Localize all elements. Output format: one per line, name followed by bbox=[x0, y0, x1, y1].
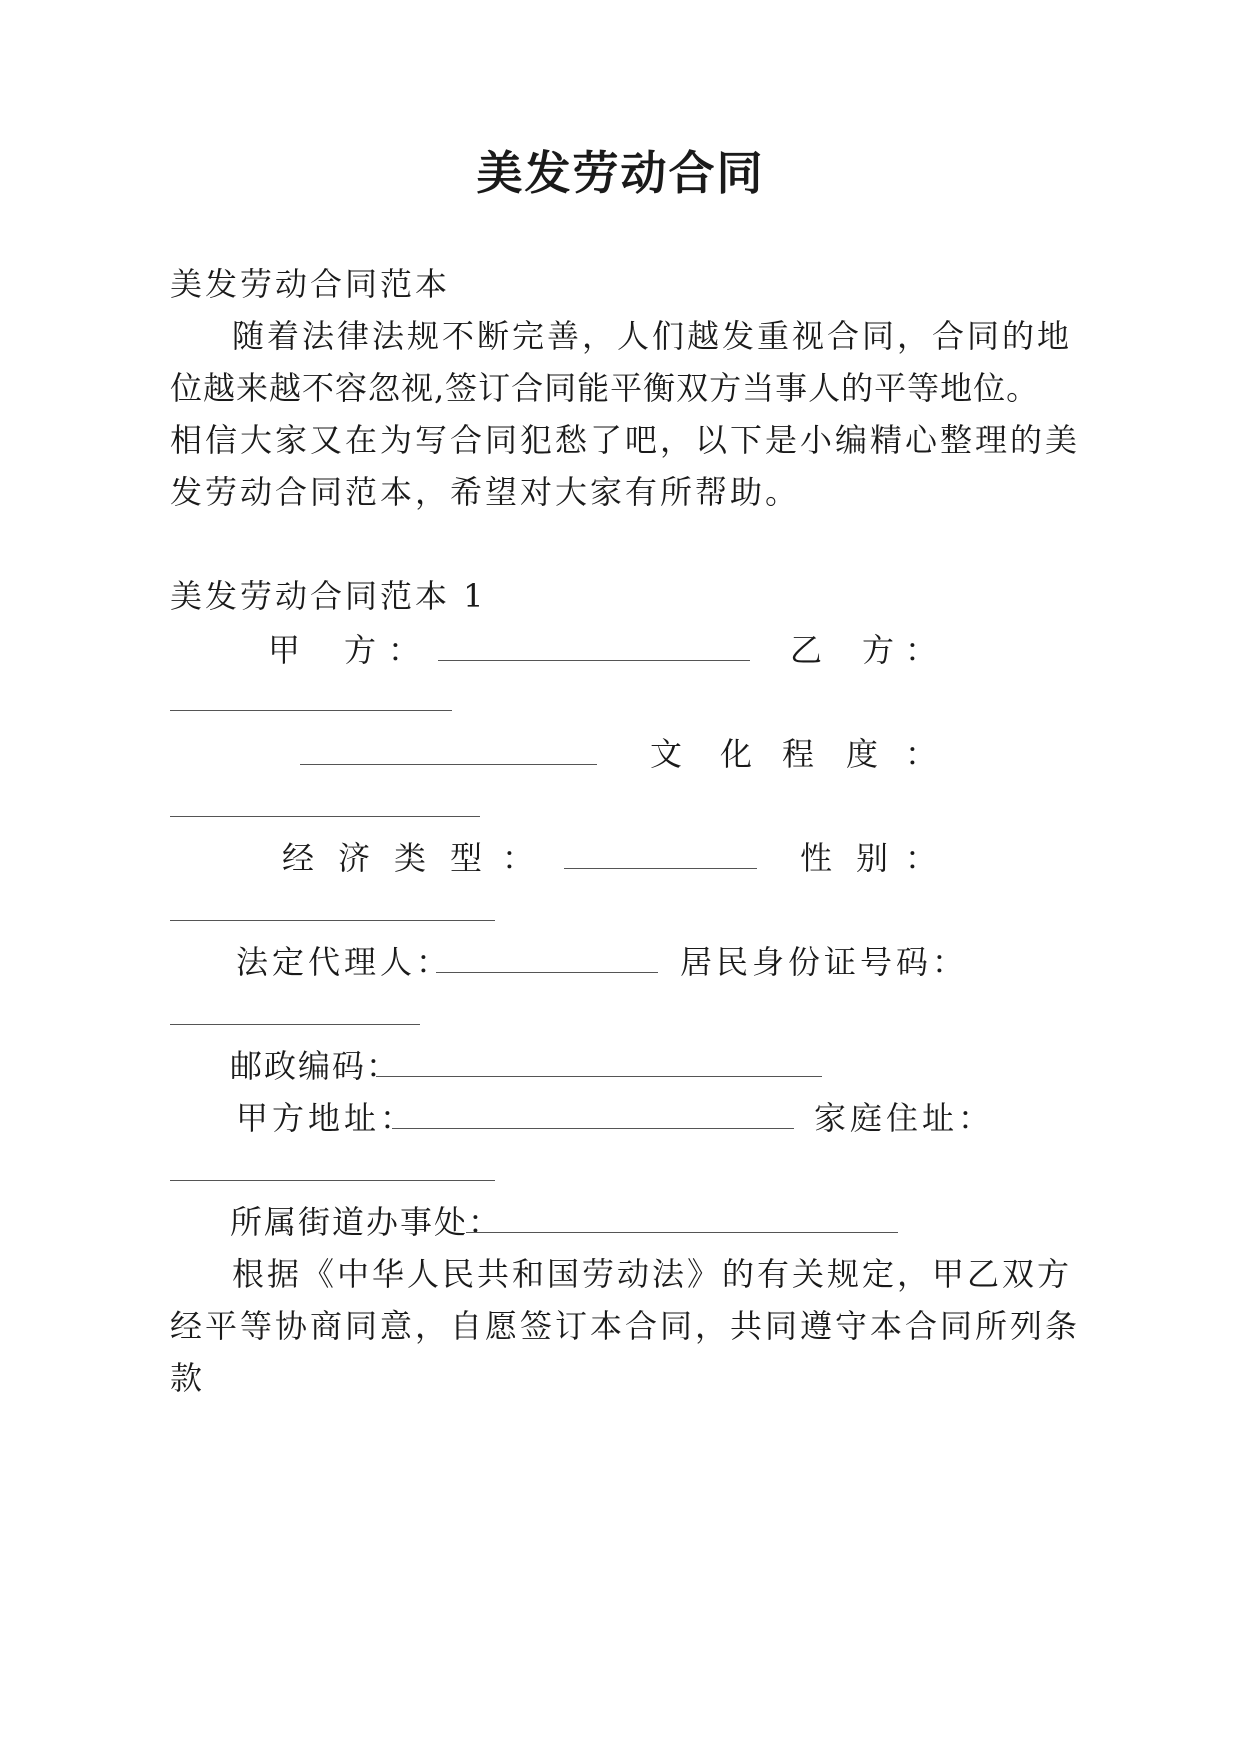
education-field[interactable] bbox=[170, 816, 480, 817]
party-b-label: 乙 方 ： bbox=[790, 631, 938, 669]
postal-code-label: 邮政编码： bbox=[230, 1047, 401, 1085]
party-a-label: 甲 方 ： bbox=[268, 631, 421, 669]
closing-line-1: 根据《中华人民共和国劳动法》的有关规定，甲乙双方 bbox=[232, 1255, 1073, 1293]
id-number-label: 居民身份证号码： bbox=[680, 943, 969, 981]
party-a-address-field[interactable] bbox=[392, 1128, 794, 1129]
legal-agent-field[interactable] bbox=[436, 972, 658, 973]
gender-field[interactable] bbox=[170, 920, 495, 921]
street-office-field[interactable] bbox=[466, 1232, 898, 1233]
intro-line-4: 发劳动合同范本，希望对大家有所帮助。 bbox=[170, 473, 801, 511]
legal-agent-label: 法定代理人： bbox=[236, 943, 453, 981]
economic-type-label: 经 济 类 型 ： bbox=[282, 839, 535, 877]
intro-line-3: 相信大家又在为写合同犯愁了吧，以下是小编精心整理的美 bbox=[170, 421, 1081, 459]
document-title: 美发劳动合同 bbox=[476, 146, 765, 200]
party-a-address-label: 甲方地址： bbox=[236, 1099, 417, 1137]
postal-code-field[interactable] bbox=[376, 1076, 822, 1077]
gender-label: 性 别 ： bbox=[800, 839, 938, 877]
id-number-field[interactable] bbox=[170, 1024, 420, 1025]
intro-line-1: 随着法律法规不断完善，人们越发重视合同，合同的地 bbox=[232, 317, 1073, 355]
home-address-label: 家庭住址： bbox=[814, 1099, 995, 1137]
document-subtitle: 美发劳动合同范本 bbox=[170, 265, 451, 303]
closing-line-2: 经平等协商同意，自愿签订本合同，共同遵守本合同所列条 bbox=[170, 1307, 1081, 1345]
intro-line-2: 位越来越不容忽视,签订合同能平衡双方当事人的平等地位。 bbox=[170, 369, 1040, 407]
closing-line-3: 款 bbox=[170, 1359, 206, 1397]
street-office-label: 所属街道办事处： bbox=[230, 1203, 503, 1241]
home-address-field[interactable] bbox=[170, 1180, 495, 1181]
education-label: 文 化 程 度 ： bbox=[650, 735, 938, 773]
party-b-field[interactable] bbox=[170, 710, 452, 711]
section-heading: 美发劳动合同范本 1 bbox=[170, 577, 487, 615]
